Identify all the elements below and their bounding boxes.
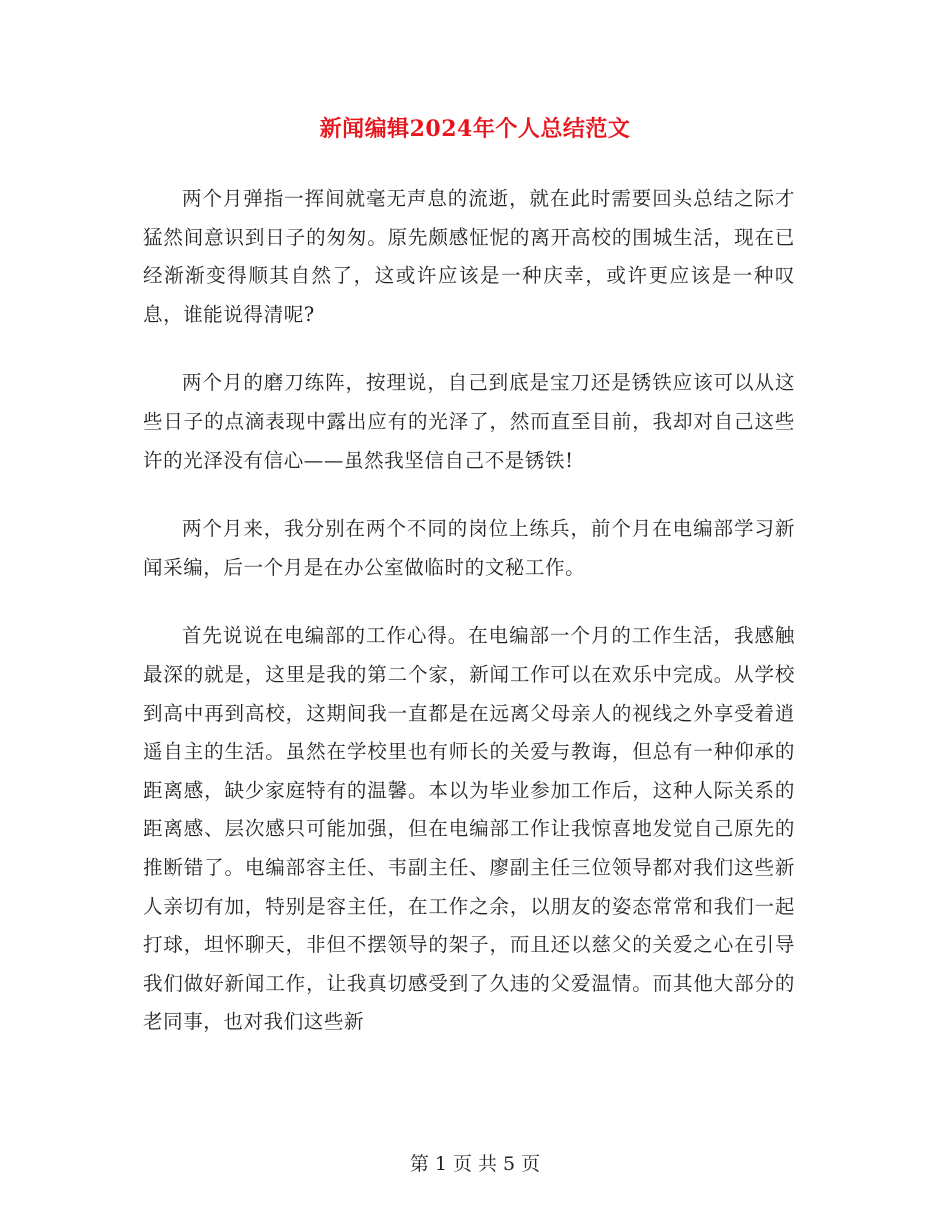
footer-total-unit: 页 [521,1153,541,1175]
paragraph-4: 首先说说在电编部的工作心得。在电编部一个月的工作生活，我感触最深的就是，这里是我的第二个家，新闻工作可以在欢乐中完成。从学校到高中再到高校，这期间我一直都是在远离父母亲人的视线之外享受着逍遥自主的生活。虽然在学校里也有师长的关爱与教诲，但总有一种仰承的距离感，缺少家庭特有的温馨。本以为毕业参加工作后，这种人际关系的距离感、层次感只可能加强，但在电编部工作让我惊喜地发觉自己原先的推断错了。电编部容主任、韦副主任、廖副主任三位领导都对我们这些新人亲切有加，特别是容主任，在工作之余，以朋友的姿态常常和我们一起打球，坦怀聊天，非但不摆领导的架子，而且还以慈父的关爱之心在引导我们做好新闻工作，让我真切感受到了久违的父爱温情。而其他大部分的老同事，也对我们这些新 [143,624,795,1034]
paragraph-3: 两个月来，我分别在两个不同的岗位上练兵，前个月在电编部学习新闻采编，后一个月是在办公室做临时的文秘工作。 [143,517,795,579]
document-body [143,180,795,1072]
footer-prefix: 第 [409,1153,429,1175]
footer-page-number: 1 [434,1153,447,1175]
footer-total-pages: 5 [503,1153,516,1175]
footer-total-prefix: 共 [478,1153,498,1175]
paragraph-2: 两个月的磨刀练阵，按理说，自己到底是宝刀还是锈铁应该可以从这些日子的点滴表现中露出应有的光泽了，然而直至目前，我却对自己这些许的光泽没有信心——虽然我坚信自己不是锈铁! [143,371,795,472]
paragraph-1: 两个月弹指一挥间就毫无声息的流逝，就在此时需要回头总结之际才猛然间意识到日子的匆匆。原先颇感怔怩的离开高校的围城生活，现在已经渐渐变得顺其自然了，这或许应该是一种庆幸，或许更应该是一种叹息，谁能说得清呢? [143,187,795,326]
document-title: 新闻编辑2024年个人总结范文 [319,116,631,142]
footer-page-unit: 页 [452,1153,472,1175]
page-footer [0,1150,950,1178]
